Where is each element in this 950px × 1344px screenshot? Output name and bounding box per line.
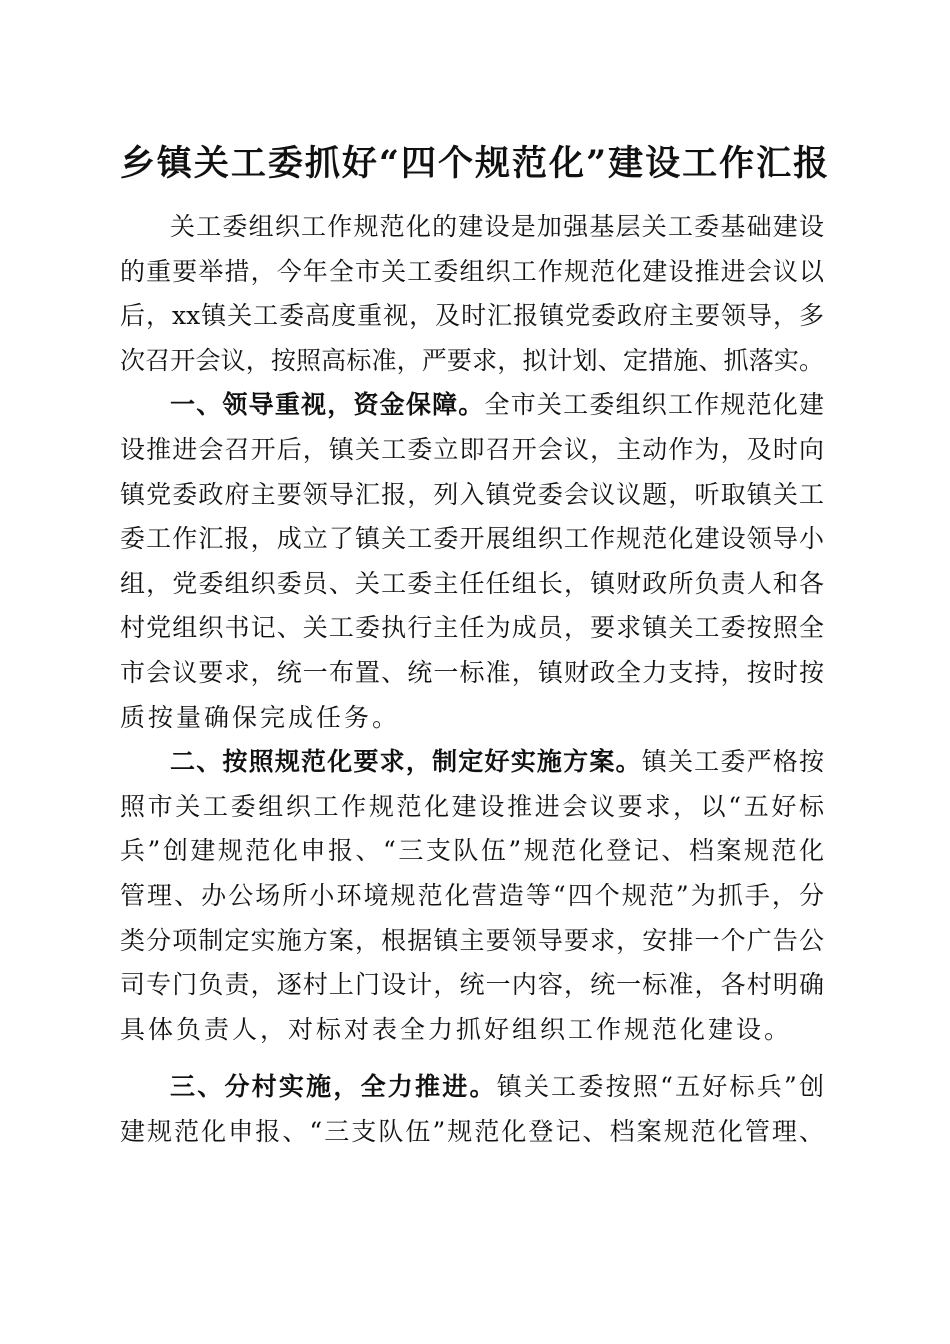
- line-text: 建规范化申报、“三支队伍”规范化登记、档案规范化管理、: [120, 1116, 824, 1146]
- text-line: [120, 785, 824, 830]
- text-line: [120, 1008, 824, 1053]
- line-text: 司专门负责，逐村上门设计，统一内容，统一标准，各村明确: [120, 970, 824, 1000]
- text-line: [120, 696, 824, 741]
- line-text: 市会议要求，统一布置、统一标准，镇财政全力支持，按时按: [120, 657, 824, 687]
- paragraph: [120, 740, 824, 1052]
- text-line: [120, 294, 824, 339]
- text-line: [120, 1110, 824, 1155]
- line-text: 镇党委政府主要领导汇报，列入镇党委会议议题，听取镇关工: [120, 479, 824, 509]
- paragraph: [120, 1065, 824, 1154]
- text-line: [120, 428, 824, 473]
- document-body: [120, 205, 824, 1154]
- line-text: 委工作汇报，成立了镇关工委开展组织工作规范化建设领导小: [120, 524, 824, 554]
- line-text: 管理、办公场所小环境规范化营造等“四个规范”为抓手，分: [120, 880, 824, 910]
- document-title: 乡镇关工委抓好“四个规范化”建设工作汇报: [119, 143, 831, 184]
- line-text: 镇关工委严格按: [641, 747, 824, 777]
- text-line: [120, 562, 824, 607]
- paragraph: [120, 205, 824, 383]
- line-text: 镇关工委按照“五好标兵”创: [496, 1072, 824, 1102]
- line-text: 照市关工委组织工作规范化建设推进会议要求，以“五好标: [120, 791, 824, 821]
- text-line: [120, 1065, 824, 1110]
- line-text: 关工委组织工作规范化的建设是加强基层关工委基础建设: [170, 212, 824, 241]
- line-text: 全市关工委组织工作规范化建: [484, 390, 824, 420]
- line-text: 后，xx镇关工委高度重视，及时汇报镇党委政府主要领导，多: [120, 301, 824, 331]
- text-line: [120, 250, 824, 295]
- text-line: [120, 874, 824, 919]
- text-line: [120, 383, 824, 428]
- section-heading: 二、按照规范化要求，制定好实施方案。: [170, 747, 642, 777]
- text-line: [120, 606, 824, 651]
- section-heading: 三、分村实施，全力推进。: [170, 1072, 497, 1102]
- line-text: 村党组织书记、关工委执行主任为成员，要求镇关工委按照全: [120, 613, 824, 643]
- paragraph: [120, 383, 824, 740]
- text-line: [120, 473, 824, 518]
- text-line: [120, 339, 824, 384]
- text-line: [120, 740, 824, 785]
- text-line: [120, 517, 824, 562]
- text-line: [120, 829, 824, 874]
- text-line: [120, 205, 824, 250]
- line-text: 设推进会召开后，镇关工委立即召开会议，主动作为，及时向: [120, 434, 824, 464]
- line-text: 次召开会议，按照高标准，严要求，拟计划、定措施、抓落实。: [120, 345, 824, 375]
- text-line: [120, 919, 824, 964]
- line-text: 兵”创建规范化申报、“三支队伍”规范化登记、档案规范化: [120, 836, 824, 866]
- line-text: 具体负责人，对标对表全力抓好组织工作规范化建设。: [120, 1014, 793, 1044]
- line-text: 组，党委组织委员、关工委主任任组长，镇财政所负责人和各: [120, 568, 824, 598]
- line-text: 质按量确保完成任务。: [120, 702, 401, 732]
- section-heading: 一、领导重视，资金保障。: [170, 390, 485, 420]
- line-text: 类分项制定实施方案，根据镇主要领导要求，安排一个广告公: [120, 925, 824, 955]
- text-line: [120, 651, 824, 696]
- line-text: 的重要举措，今年全市关工委组织工作规范化建设推进会议以: [120, 256, 824, 286]
- text-line: [120, 963, 824, 1008]
